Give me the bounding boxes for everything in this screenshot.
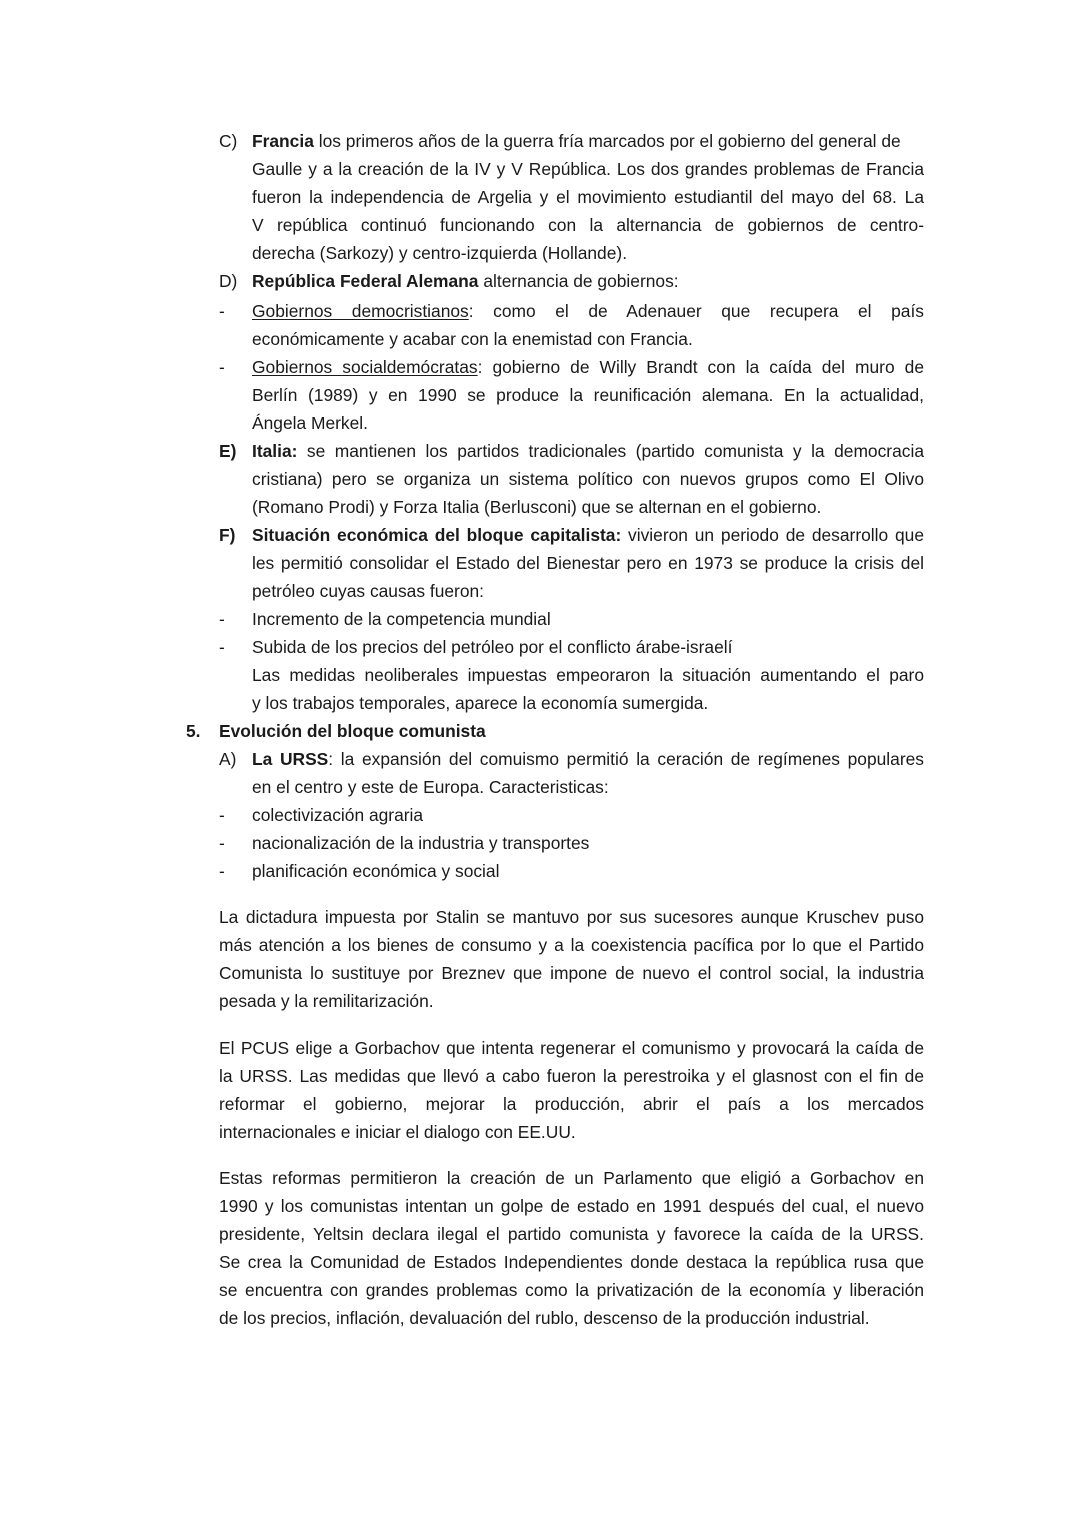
- paragraph-line: reformar el gobierno, mejorar la producción, abrir el país a los mercados: [219, 1094, 924, 1114]
- heading-italia: Italia:: [252, 441, 298, 461]
- bullet-dash: -: [219, 861, 225, 881]
- bullet-dash: -: [219, 833, 225, 853]
- text-line: Las medidas neoliberales impuestas empeoraron la situación aumentando el paro: [252, 665, 924, 685]
- text-line: Ángela Merkel.: [252, 413, 368, 433]
- list-item: planificación económica y social: [252, 861, 500, 881]
- text-line: los primeros años de la guerra fría marcados por el gobierno del general de: [318, 131, 901, 151]
- paragraph-line: Se crea la Comunidad de Estados Independientes donde destaca la república rusa que: [219, 1252, 924, 1272]
- term-socialdemocratas: Gobiernos socialdemócratas: [252, 357, 478, 377]
- section-5-title: Evolución del bloque comunista: [219, 721, 486, 741]
- list-item: nacionalización de la industria y transportes: [252, 833, 590, 853]
- item-c-first-line: [252, 127, 901, 155]
- bullet-dash: -: [219, 357, 225, 377]
- bullet-dash: -: [219, 609, 225, 629]
- paragraph-line: El PCUS elige a Gorbachov que intenta regenerar el comunismo y provocará la caída de: [219, 1038, 924, 1058]
- text-line: económicamente y acabar con la enemistad con Francia.: [252, 329, 693, 349]
- paragraph-line: 1990 y los comunistas intentan un golpe de estado en 1991 después del cual, el nuevo: [219, 1196, 924, 1216]
- term-democristianos: Gobiernos democristianos: [252, 301, 469, 321]
- item-e-first-line: [252, 437, 924, 465]
- text-line: (Romano Prodi) y Forza Italia (Berlusconi) que se alternan en el gobierno.: [252, 497, 822, 517]
- text-line: V república continuó funcionando con la alternancia de gobiernos de centro-: [252, 215, 924, 235]
- item-marker-a: A): [219, 749, 237, 769]
- item-a-first-line: [252, 745, 924, 773]
- bullet-dash: -: [219, 301, 225, 321]
- paragraph-line: la URSS. Las medidas que llevó a cabo fueron la perestroika y el glasnost con el fin de: [219, 1066, 924, 1086]
- heading-republica-federal-alemana: República Federal Alemana: [252, 271, 479, 291]
- section-number-5: 5.: [186, 721, 201, 741]
- list-item: Subida de los precios del petróleo por el conflicto árabe-israelí: [252, 637, 733, 657]
- paragraph-line: Estas reformas permitieron la creación de un Parlamento que eligió a Gorbachov en: [219, 1168, 924, 1188]
- paragraph-line: Comunista lo sustituye por Breznev que impone de nuevo el control social, la industria: [219, 963, 924, 983]
- bullet-dash: -: [219, 805, 225, 825]
- text-line: fueron la independencia de Argelia y el movimiento estudiantil del mayo del 68. La: [252, 187, 924, 207]
- text-line: les permitió consolidar el Estado del Bienestar pero en 1973 se produce la crisis del: [252, 553, 924, 573]
- text-line: derecha (Sarkozy) y centro-izquierda (Hollande).: [252, 243, 628, 263]
- paragraph-line: más atención a los bienes de consumo y a la coexistencia pacífica por lo que el Partido: [219, 935, 924, 955]
- item-d-first-line: [252, 267, 679, 295]
- bullet-dash: -: [219, 637, 225, 657]
- text-line: se mantienen los partidos tradicionales (partido comunista y la democracia: [306, 441, 924, 461]
- heading-francia: Francia: [252, 131, 314, 151]
- paragraph-line: pesada y la remilitarización.: [219, 991, 434, 1011]
- item-marker-c: C): [219, 131, 238, 151]
- item-f-first-line: [252, 521, 924, 549]
- text-line: Berlín (1989) y en 1990 se produce la reunificación alemana. En la actualidad,: [252, 385, 924, 405]
- text-line: Gaulle y a la creación de la IV y V República. Los dos grandes problemas de Francia: [252, 159, 924, 179]
- text-line: en el centro y este de Europa. Caracteristicas:: [252, 777, 609, 797]
- text-line: y los trabajos temporales, aparece la economía sumergida.: [252, 693, 709, 713]
- paragraph-line: de los precios, inflación, devaluación del rublo, descenso de la producción industrial.: [219, 1308, 870, 1328]
- text-line: petróleo cuyas causas fueron:: [252, 581, 485, 601]
- text-line: cristiana) pero se organiza un sistema político con nuevos grupos como El Olivo: [252, 469, 924, 489]
- text-line: : gobierno de Willy Brandt con la caída del muro de: [477, 357, 924, 377]
- list-item-socialdemocratas: [252, 353, 924, 381]
- list-item: colectivización agraria: [252, 805, 424, 825]
- text-line: vivieron un periodo de desarrollo que: [628, 525, 924, 545]
- item-marker-d: D): [219, 271, 238, 291]
- heading-la-urss: La URSS: [252, 749, 329, 769]
- text-line: : la expansión del comuismo permitió la ceración de regímenes populares: [328, 749, 924, 769]
- list-item-democristianos: [252, 297, 924, 325]
- paragraph-line: La dictadura impuesta por Stalin se mantuvo por sus sucesores aunque Kruschev puso: [219, 907, 924, 927]
- text-line: : como el de Adenauer que recupera el país: [468, 301, 924, 321]
- item-marker-f: F): [219, 525, 236, 545]
- list-item: Incremento de la competencia mundial: [252, 609, 551, 629]
- paragraph-line: se encuentra con grandes problemas como la privatización de la economía y liberación: [219, 1280, 924, 1300]
- heading-situacion-economica: Situación económica del bloque capitalista:: [252, 525, 622, 545]
- text-line: alternancia de gobiernos:: [483, 271, 679, 291]
- paragraph-line: internacionales e iniciar el dialogo con EE.UU.: [219, 1122, 576, 1142]
- paragraph-line: presidente, Yeltsin declara ilegal el partido comunista y favorece la caída de la URSS.: [219, 1224, 924, 1244]
- item-marker-e: E): [219, 441, 237, 461]
